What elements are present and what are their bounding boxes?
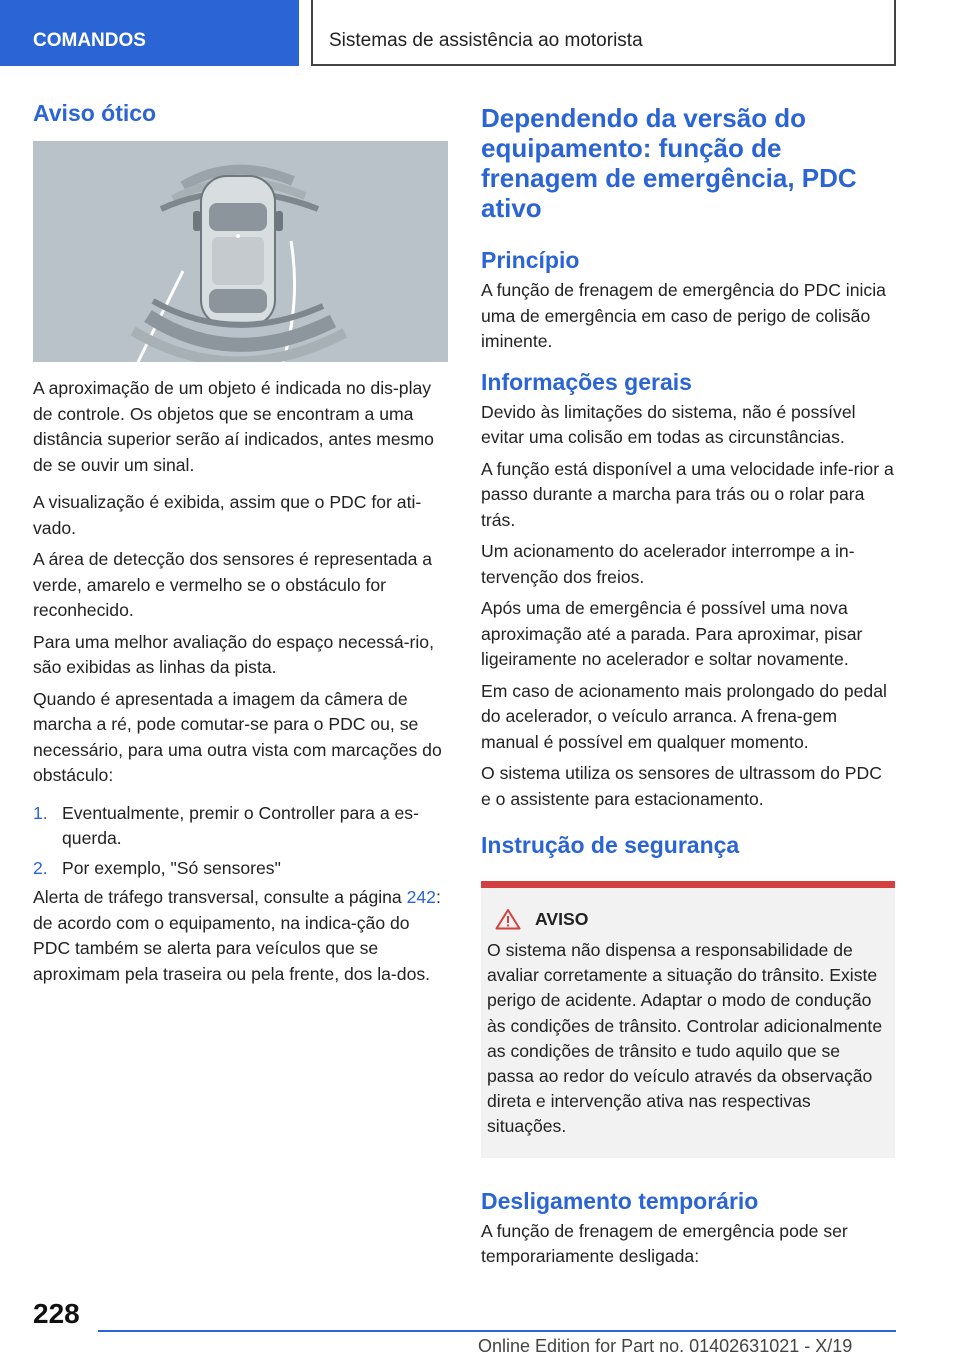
paragraph: A função de frenagem de emergência pode ser temporariamente desligada: bbox=[481, 1220, 848, 1267]
emergency-braking-heading: Dependendo da versão do equipamento: função de frenagem de emergência, PDC ativo bbox=[481, 103, 857, 223]
car-top-view bbox=[193, 176, 283, 326]
list-text: Por exemplo, "Só sensores" bbox=[62, 857, 281, 878]
section-tab: COMANDOS bbox=[0, 0, 299, 66]
general-info-heading: Informações gerais bbox=[481, 368, 692, 395]
list-number: 2. bbox=[33, 857, 48, 878]
paragraph: Para uma melhor avaliação do espaço necessá-rio, são exibidas as linhas da pista. bbox=[33, 631, 434, 677]
right-column bbox=[481, 100, 895, 1276]
cross-traffic-paragraph bbox=[33, 885, 448, 987]
cross-traffic-text: Alerta de tráfego transversal, consulte a página bbox=[33, 887, 407, 907]
paragraph: A visualização é exibida, assim que o PDC for ati-vado. bbox=[33, 492, 422, 538]
temporary-off-heading: Desligamento temporário bbox=[481, 1187, 759, 1214]
paragraph: Um acionamento do acelerador interrompe a in-tervenção dos freios. bbox=[481, 541, 855, 587]
warning-box bbox=[481, 881, 895, 1158]
warning-header bbox=[495, 908, 887, 930]
page-number: 228 bbox=[33, 1298, 80, 1329]
paragraph: Em caso de acionamento mais prolongado do pedal do acelerador, o veículo arranca. A frena-gem manual é possível em qualquer momento. bbox=[481, 680, 887, 752]
paragraph: A aproximação de um objeto é indicada no dis-play de controle. Os objetos que se encontram a uma distância superior serão aí indicados, antes mesmo de se ouvir um sinal. bbox=[33, 378, 434, 475]
cross-traffic-text-cont: : de acordo com o equipamento, na indica-ção do PDC também se alerta para veículos que se aproximam pela traseira ou pela frente, dos la-dos. bbox=[33, 887, 441, 984]
page-reference-link[interactable]: 242 bbox=[406, 887, 436, 907]
list-item bbox=[33, 801, 448, 852]
warning-text: O sistema não dispensa a responsabilidade de avaliar corretamente a situação do trânsito. Existe perigo de acidente. Adaptar o modo de condução às condições de trânsito. Controlar adicionalmente as condições de trânsito e tudo aquilo que se passa ao redor do veículo através da observação direta e intervenção ativa nas respectivas situações. bbox=[487, 940, 883, 1137]
safety-heading: Instrução de segurança bbox=[481, 832, 740, 858]
footer-divider bbox=[98, 1330, 896, 1332]
page-header bbox=[0, 0, 960, 66]
paragraph: O sistema utiliza os sensores de ultrassom do PDC e o assistente para estacionamento. bbox=[481, 763, 882, 809]
warning-triangle-icon bbox=[495, 908, 521, 930]
principle-heading: Princípio bbox=[481, 247, 580, 273]
paragraph: Após uma de emergência é possível uma nova aproximação até a parada. Para aproximar, pisar ligeiramente no acelerador e soltar novamente. bbox=[481, 598, 863, 669]
warning-label: AVISO bbox=[535, 908, 589, 929]
pdc-display-illustration bbox=[33, 141, 448, 362]
paragraph: A função está disponível a uma velocidade infe-rior a passo durante a marcha para trás ou o rolar para trás. bbox=[481, 458, 894, 530]
paragraph: Devido às limitações do sistema, não é possível evitar uma colisão em todas as circunstâncias. bbox=[481, 401, 856, 447]
list-item bbox=[33, 856, 448, 882]
chapter-title: Sistemas de assistência ao motorista bbox=[311, 0, 896, 66]
visual-warning-heading: Aviso ótico bbox=[33, 100, 157, 126]
car-sensor-diagram bbox=[33, 141, 448, 362]
list-text: Eventualmente, premir o Controller para a es-querda. bbox=[62, 802, 419, 848]
paragraph: A área de detecção dos sensores é representada a verde, amarelo e vermelho se o obstáculo for reconhecido. bbox=[33, 549, 433, 620]
paragraph: A função de frenagem de emergência do PDC inicia uma de emergência em caso de perigo de colisão iminente. bbox=[481, 280, 886, 351]
list-number: 1. bbox=[33, 802, 48, 823]
left-column bbox=[33, 100, 448, 993]
edition-note: Online Edition for Part no. 01402631021 - X/19 bbox=[478, 1336, 853, 1356]
paragraph: Quando é apresentada a imagem da câmera de marcha a ré, pode comutar-se para o PDC ou, se necessário, para uma outra vista com marcações do obstáculo: bbox=[33, 688, 442, 785]
